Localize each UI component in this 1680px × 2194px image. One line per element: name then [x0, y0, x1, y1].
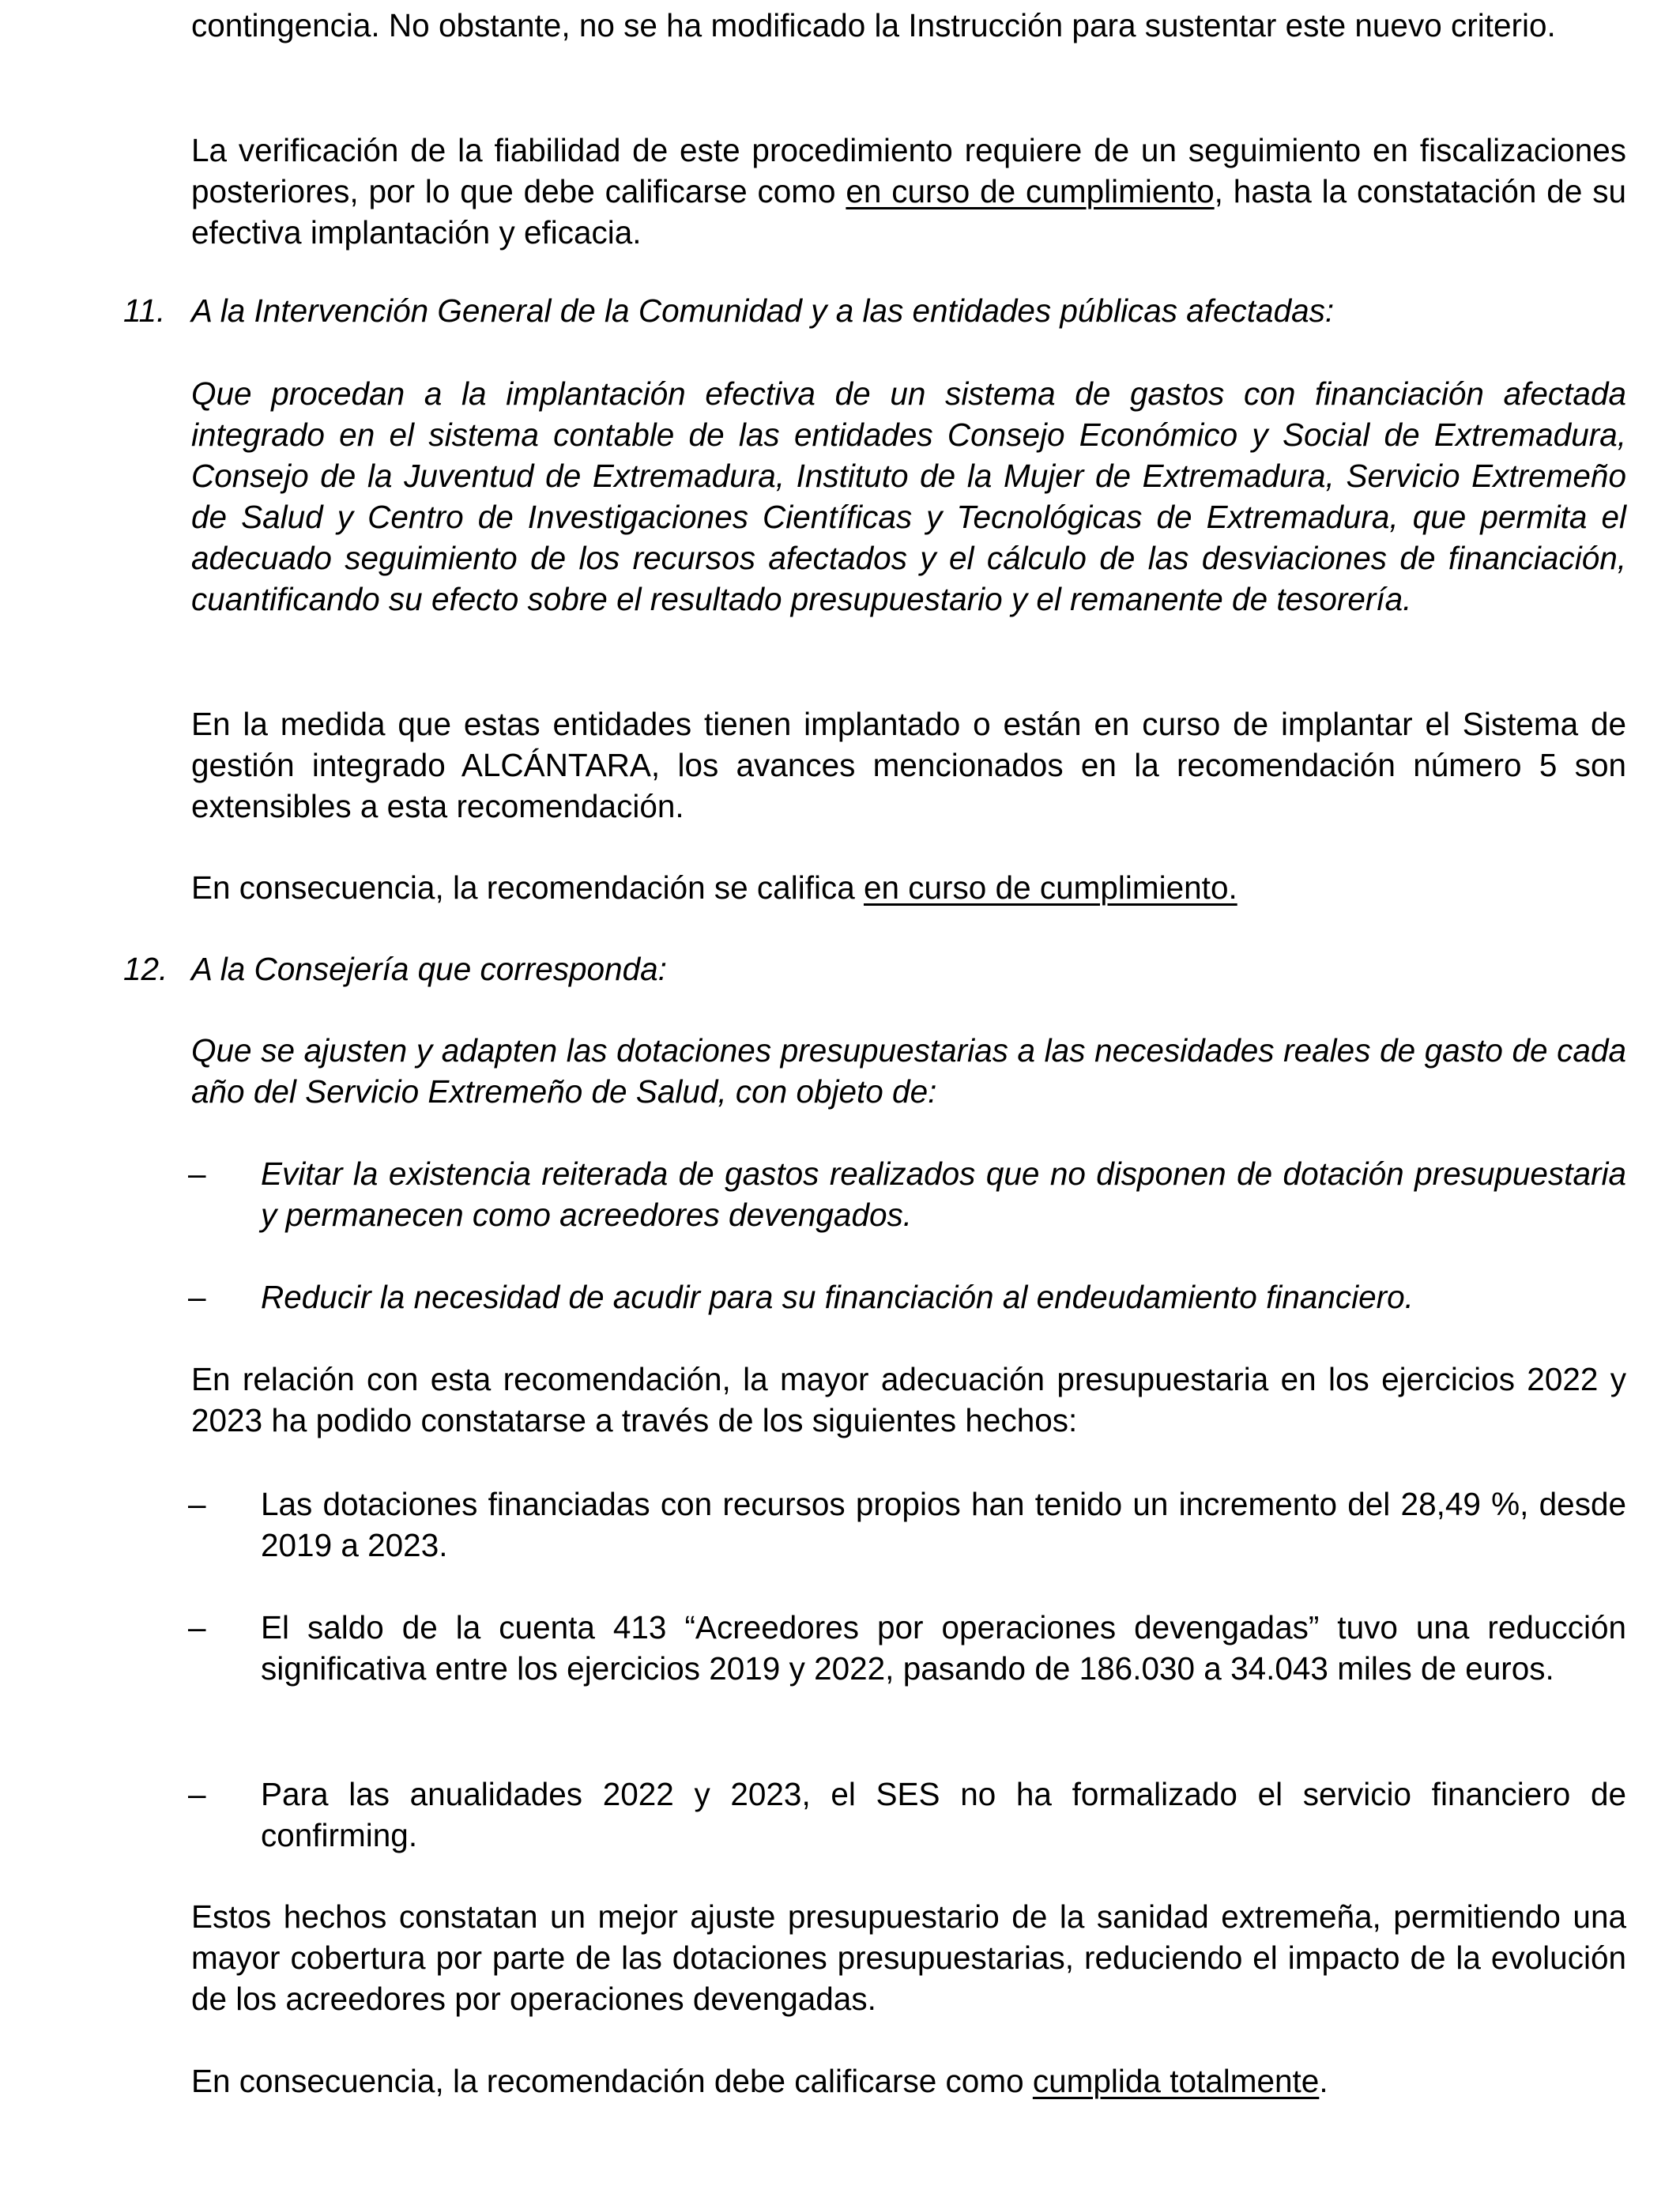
- objective-item: [261, 1153, 1626, 1235]
- recommendation-number-11: 11.: [123, 292, 166, 329]
- fact-item: [261, 1774, 1626, 1856]
- recommendation-12-assessment-intro: [191, 1359, 1626, 1441]
- addressee-text: A la Intervención General de la Comunidad y a las entidades públicas afectadas:: [191, 292, 1335, 329]
- fact-text: Para las anualidades 2022 y 2023, el SES no ha formalizado el servicio financiero de confirming.: [261, 1776, 1626, 1853]
- objective-item: [261, 1276, 1626, 1318]
- conclusion-period: .: [1319, 2063, 1328, 2099]
- objective-text: Reducir la necesidad de acudir para su financiación al endeudamiento financiero.: [261, 1279, 1414, 1315]
- assessment-text: En la medida que estas entidades tienen implantado o están en curso de implantar el Sistema de gestión integrado ALCÁNTARA, los avances mencionados en la recomendación número 5 son extensibles a esta recomendación.: [191, 706, 1626, 824]
- recommendation-12-summary: [191, 1896, 1626, 2019]
- objective-text: Evitar la existencia reiterada de gastos realizados que no disponen de dotación presupuestaria y permanecen como acreedores devengados.: [261, 1155, 1626, 1233]
- dash-bullet-icon: –: [188, 1486, 206, 1522]
- fact-text: Las dotaciones financiadas con recursos propios han tenido un incremento del 28,49 %, desde 2019 a 2023.: [261, 1486, 1626, 1563]
- dash-bullet-icon: –: [188, 1776, 206, 1812]
- recommendation-text: Que procedan a la implantación efectiva de un sistema de gastos con financiación afectada integrado en el sistema contable de las entidades Consejo Económico y Social de Extremadura, Consejo de la Juventud de Extremadura, Instituto de la Mujer de Extremadura, Servicio Extremeño de Salud y Centro de Investigaciones Científicas y Tecnológicas de Extremadura, que permita el adecuado seguimiento de los recursos afectados y el cálculo de las desviaciones de financiación, cuantificando su efecto sobre el resultado presupuestario y el remanente de tesorería.: [191, 375, 1626, 617]
- recommendation-12-conclusion: [191, 2060, 1626, 2102]
- paragraph-text: La verificación de la fiabilidad de este procedimiento requiere de un seguimiento en fiscalizaciones posteriores, por lo que debe calificarse como: [191, 132, 1626, 209]
- recommendation-11-assessment: [191, 703, 1626, 827]
- assessment-text: En relación con esta recomendación, la mayor adecuación presupuestaria en los ejercicios 2022 y 2023 ha podido constatarse a través de los siguientes hechos:: [191, 1361, 1626, 1438]
- dash-bullet-icon: –: [188, 1279, 206, 1315]
- recommendation-number-12: 12.: [123, 951, 168, 987]
- recommendation-11-conclusion: [191, 867, 1626, 908]
- recommendation-11-text: [191, 373, 1626, 620]
- recommendation-text: Que se ajusten y adapten las dotaciones presupuestarias a las necesidades reales de gasto de cada año del Servicio Extremeño de Salud, con objeto de:: [191, 1032, 1626, 1110]
- fact-item: [261, 1483, 1626, 1566]
- dash-bullet-icon: –: [188, 1155, 206, 1192]
- paragraph-contingencia: [191, 5, 1626, 46]
- fact-text: El saldo de la cuenta 413 “Acreedores por operaciones devengadas” tuvo una reducción significativa entre los ejercicios 2019 y 2022, pasando de 186.030 a 34.043 miles de euros.: [261, 1609, 1626, 1687]
- conclusion-text: En consecuencia, la recomendación se califica: [191, 869, 864, 906]
- summary-text: Estos hechos constatan un mejor ajuste presupuestario de la sanidad extremeña, permitiendo una mayor cobertura por parte de las dotaciones presupuestarias, reduciendo el impacto de la evolución de los acreedores por operaciones devengadas.: [191, 1898, 1626, 2017]
- dash-bullet-icon: –: [188, 1609, 206, 1646]
- addressee-text: A la Consejería que corresponda:: [191, 951, 667, 987]
- paragraph-text: contingencia. No obstante, no se ha modificado la Instrucción para sustentar este nuevo criterio.: [191, 7, 1556, 43]
- recommendation-11-addressee: [191, 290, 1626, 331]
- status-en-curso: en curso de cumplimiento.: [863, 869, 1237, 906]
- recommendation-12-text: [191, 1030, 1626, 1112]
- recommendation-12-addressee: [191, 948, 1626, 990]
- status-cumplida: cumplida totalmente: [1032, 2063, 1320, 2099]
- status-en-curso: en curso de cumplimiento: [846, 173, 1215, 209]
- paragraph-text: , hasta la constatación de su efectiva implantación y eficacia.: [191, 173, 1626, 251]
- conclusion-text: En consecuencia, la recomendación debe calificarse como: [191, 2063, 1033, 2099]
- paragraph-verificacion: [191, 130, 1626, 253]
- fact-item: [261, 1607, 1626, 1689]
